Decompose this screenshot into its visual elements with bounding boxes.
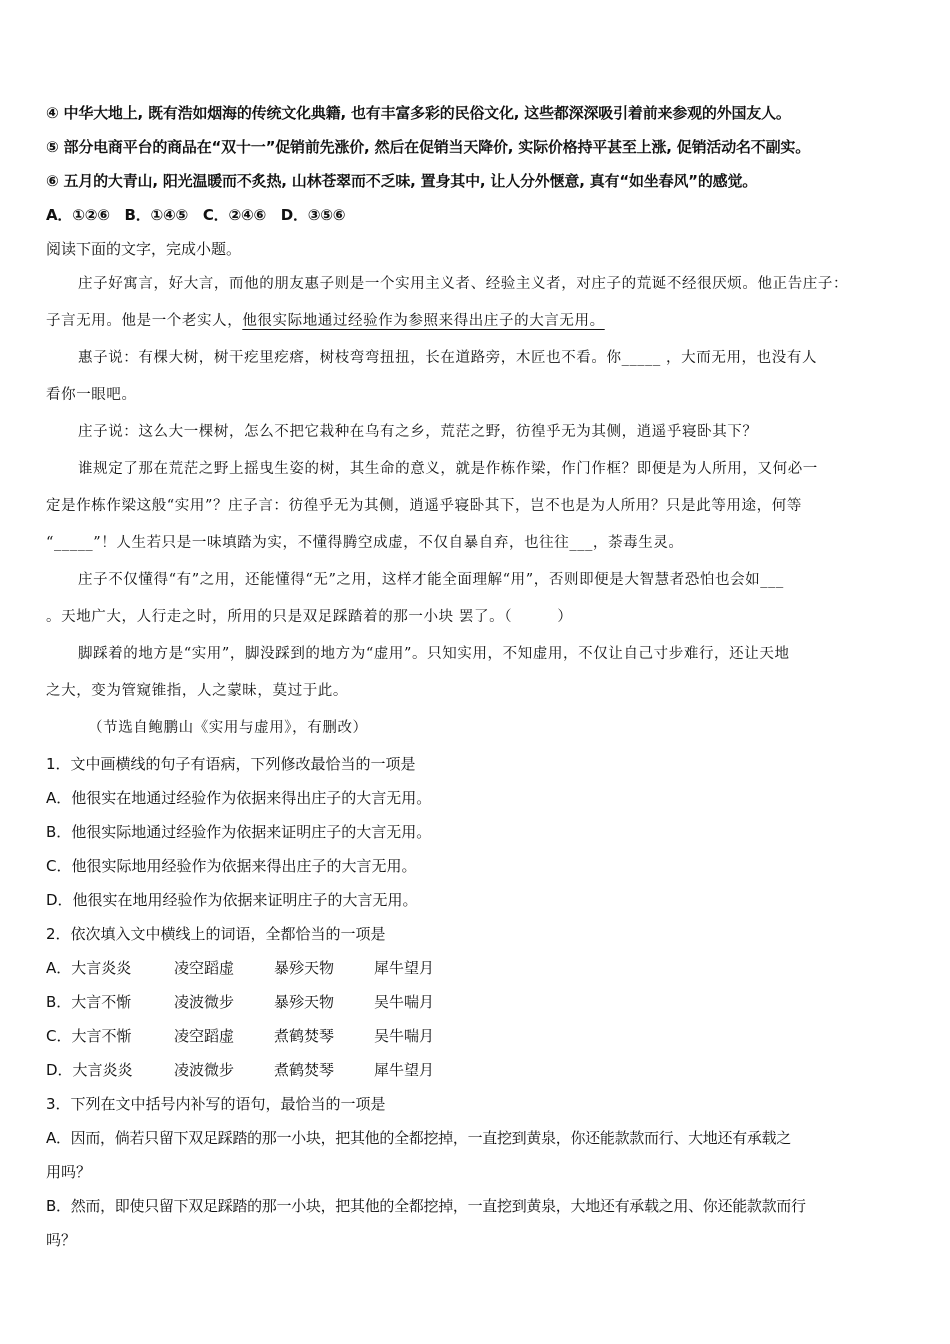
question-3-stem: 3．下列在文中括号内补写的语句，最恰当的一项是 xyxy=(46,1095,386,1113)
option-word: 凌波微步 xyxy=(174,1061,235,1079)
answer-options: A．①②⑥ B．①④⑤ C．②④⑥ D．③⑤⑥ xyxy=(46,206,346,224)
option-word: 煮鹤焚琴 xyxy=(274,1061,335,1079)
passage-p5-line2: 。天地广大，人行走之时，所用的只是双足踩踏着的那一小块 罢了。（ ） xyxy=(46,609,573,625)
question-3-option-a-line2: 用吗？ xyxy=(46,1163,92,1181)
question-1-option-d: D．他很实在地用经验作为依据来证明庄子的大言无用。 xyxy=(46,891,418,909)
passage-source: （节选自鲍鹏山《实用与虚用》，有删改） xyxy=(88,720,368,736)
passage-p1-line1: 庄子好寓言，好大言，而他的朋友惠子则是一个实用主义者、经验主义者，对庄子的荒诞不经很厌烦。他正告庄子： xyxy=(78,276,849,292)
item-4: ④ 中华大地上, 既有浩如烟海的传统文化典籍, 也有丰富多彩的民俗文化, 这些都深深吸引着前来参观的外国友人。 xyxy=(46,104,791,122)
option-word: 暴殄天物 xyxy=(274,959,335,977)
option-label: D．大言炎炎 xyxy=(46,1061,133,1079)
passage-p2-line1: 惠子说：有棵大树，树干疙里疙瘩，树枝弯弯扭扭，长在道路旁，木匠也不看。你_____ ，大而无用，也没有人 xyxy=(78,350,818,366)
option-word: 暴殄天物 xyxy=(274,993,335,1011)
question-2-option-a xyxy=(46,951,912,985)
question-2-option-d xyxy=(46,1053,912,1087)
passage-p1-line2 xyxy=(46,303,912,340)
option-word: 凌空蹈虚 xyxy=(174,959,235,977)
option-word: 凌波微步 xyxy=(174,993,235,1011)
option-label: A．大言炎炎 xyxy=(46,959,132,977)
underlined-sentence: 他很实际地通过经验作为参照来得出庄子的大言无用。 xyxy=(242,313,605,329)
question-2-option-c xyxy=(46,1019,912,1053)
item-6: ⑥ 五月的大青山, 阳光温暖而不炙热, 山林苍翠而不乏味, 置身其中, 让人分外惬意, 真有“如坐春风”的感觉。 xyxy=(46,172,758,190)
passage-p4-line1: 谁规定了那在荒茫之野上摇曳生姿的树，其生命的意义，就是作栋作梁，作门作框？即便是为人所用，又何必一 xyxy=(78,461,818,477)
passage-p5-line1: 庄子不仅懂得“有”之用，还能懂得“无”之用，这样才能全面理解“用”，否则即便是大智慧者恐怕也会如___ xyxy=(78,572,784,588)
passage-p4-line2: 定是作栋作梁这般“实用”？庄子言：彷徨乎无为其侧，逍遥乎寝卧其下，岂不也是为人所用？只是此等用途，何等 xyxy=(46,498,802,514)
passage-p6-line1: 脚踩着的地方是“实用”，脚没踩到的地方为“虚用”。只知实用，不知虚用，不仅让自己寸步难行，还让天地 xyxy=(78,646,790,662)
passage-p6-line2: 之大，变为管窥锥指，人之蒙昧，莫过于此。 xyxy=(46,683,348,699)
question-3-option-b-line2: 吗？ xyxy=(46,1231,77,1249)
passage-p3-line1: 庄子说：这么大一棵树，怎么不把它栽种在乌有之乡，荒茫之野，彷徨乎无为其侧，逍遥乎寝卧其下？ xyxy=(78,424,758,440)
question-1-option-b: B．他很实际地通过经验作为依据来证明庄子的大言无用。 xyxy=(46,823,432,841)
passage-p1-plain: 子言无用。他是一个老实人， xyxy=(46,313,243,329)
option-word: 犀牛望月 xyxy=(374,1061,435,1079)
option-label: C．大言不惭 xyxy=(46,1027,132,1045)
option-word: 吴牛喘月 xyxy=(374,993,435,1011)
question-1-stem: 1．文中画横线的句子有语病，下列修改最恰当的一项是 xyxy=(46,755,416,773)
question-3-option-b-line1: B．然而，即使只留下双足踩踏的那一小块，把其他的全都挖掉，一直挖到黄泉，大地还有承载之用、你还能款款而行 xyxy=(46,1197,806,1215)
question-1-option-c: C．他很实际地用经验作为依据来得出庄子的大言无用。 xyxy=(46,857,417,875)
passage-p2-line2: 看你一眼吧。 xyxy=(46,387,137,403)
passage-p4-line3: “_____”！人生若只是一味填踏为实，不懂得腾空成虚，不仅自暴自弃，也往往___，荼毒生灵。 xyxy=(46,535,684,551)
item-5: ⑤ 部分电商平台的商品在“双十一”促销前先涨价, 然后在促销当天降价, 实际价格持平甚至上涨, 促销活动名不副实。 xyxy=(46,138,811,156)
option-word: 吴牛喘月 xyxy=(374,1027,435,1045)
option-word: 犀牛望月 xyxy=(374,959,435,977)
reading-instruction: 阅读下面的文字，完成小题。 xyxy=(46,240,242,258)
option-label: B．大言不惭 xyxy=(46,993,132,1011)
option-word: 煮鹤焚琴 xyxy=(274,1027,335,1045)
question-2-option-b xyxy=(46,985,912,1019)
question-3-option-a-line1: A．因而，倘若只留下双足踩踏的那一小块，把其他的全都挖掉，一直挖到黄泉，你还能款款而行、大地还有承载之 xyxy=(46,1129,791,1147)
question-1-option-a: A．他很实在地通过经验作为依据来得出庄子的大言无用。 xyxy=(46,789,432,807)
option-word: 凌空蹈虚 xyxy=(174,1027,235,1045)
document-page xyxy=(46,96,912,1257)
question-2-stem: 2．依次填入文中横线上的词语，全都恰当的一项是 xyxy=(46,925,386,943)
